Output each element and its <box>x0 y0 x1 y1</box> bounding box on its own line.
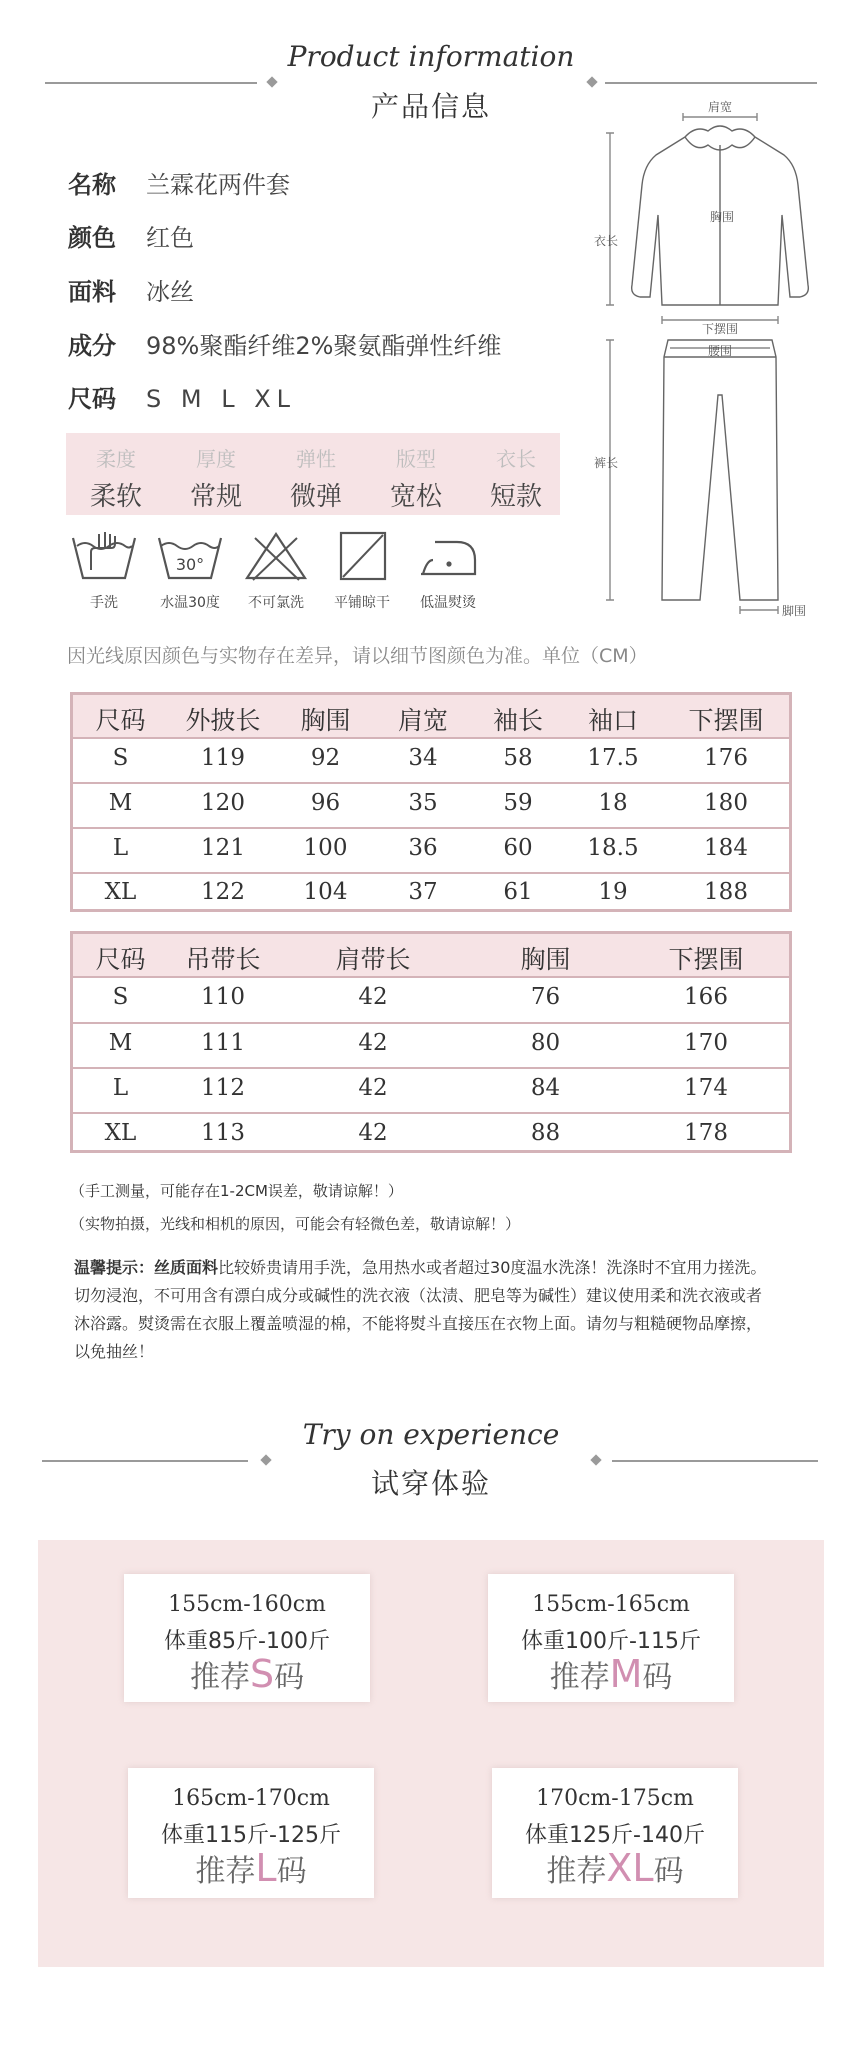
table-header-cell: 肩带长 <box>335 945 411 974</box>
table-header-cell: 胸围 <box>300 706 351 735</box>
care-tip-paragraph <box>74 1254 768 1366</box>
diagram-label-ankle: 脚围 <box>782 604 807 618</box>
try-recommend: 推荐XL码 <box>546 1846 684 1890</box>
care-label: 低温熨烫 <box>420 595 476 611</box>
feature-title: 厚度 <box>196 447 236 471</box>
diagram-label-hem: 下摆围 <box>701 322 739 336</box>
table-cell: 120 <box>201 790 245 816</box>
feature-softness <box>66 443 166 513</box>
table-cell: 84 <box>530 1075 561 1101</box>
table-header-cell: 外披长 <box>185 706 261 735</box>
care-label: 手洗 <box>90 595 118 611</box>
feature-value: 常规 <box>189 482 242 512</box>
try-height: 170cm-175cm <box>536 1786 694 1811</box>
care-low-iron <box>400 530 496 612</box>
table-cell: 19 <box>598 879 628 905</box>
try-on-script-title: Try on experience <box>302 1418 560 1451</box>
attr-value: 98%聚酯纤维2%聚氨酯弹性纤维 <box>146 332 502 360</box>
feature-band <box>66 433 560 515</box>
table-row <box>73 745 789 785</box>
low-iron-icon <box>413 530 483 582</box>
table-row <box>73 879 789 911</box>
table-header-cell: 胸围 <box>520 945 571 974</box>
header-divider-left <box>45 82 257 84</box>
header-divider-right <box>605 82 817 84</box>
table-cell: 36 <box>408 835 438 861</box>
product-info-script-title: Product information <box>287 40 575 73</box>
table-cell: 122 <box>201 879 245 905</box>
table-header-cell: 下摆围 <box>668 945 744 974</box>
attr-name-row <box>68 165 290 200</box>
feature-elasticity <box>266 443 366 513</box>
diagram-label-chest: 胸围 <box>709 210 735 224</box>
table-header-row <box>73 934 789 976</box>
diagram-label-waist: 腰围 <box>707 344 733 358</box>
attr-value: S M L XL <box>146 385 297 413</box>
table-cell: 178 <box>684 1120 728 1146</box>
feature-fit <box>366 443 466 513</box>
hand-wash-icon <box>69 530 139 582</box>
table-cell: 166 <box>684 984 728 1010</box>
table-cell: 176 <box>704 745 748 771</box>
table-cell: 170 <box>684 1030 728 1056</box>
diagram-label-shoulder: 肩宽 <box>707 100 733 114</box>
table-cell: 34 <box>408 745 438 771</box>
table-cell: 42 <box>358 1030 388 1056</box>
table-cell: 61 <box>503 879 533 905</box>
table-cell: XL <box>104 1120 137 1146</box>
table-cell: M <box>108 1030 133 1056</box>
no-bleach-icon <box>241 530 311 582</box>
table-cell: 100 <box>303 835 348 861</box>
table-header-cell: 袖长 <box>492 706 543 735</box>
table-header-cell: 尺码 <box>95 706 146 735</box>
table-cell: 110 <box>201 984 245 1010</box>
table-cell: S <box>112 745 129 771</box>
attr-value: 冰丝 <box>146 278 194 306</box>
try-recommend: 推荐M码 <box>549 1652 673 1696</box>
try-on-header <box>0 1412 862 1522</box>
flat-dry-icon <box>327 530 397 582</box>
table-cell: 37 <box>408 879 438 905</box>
try-height: 165cm-170cm <box>172 1786 330 1811</box>
feature-value: 柔软 <box>89 482 142 512</box>
table-row <box>73 790 789 830</box>
table-header-cell: 肩宽 <box>397 706 448 735</box>
try-weight: 体重125斤-140斤 <box>525 1823 705 1848</box>
attr-key: 颜色 <box>68 224 116 252</box>
feature-length <box>466 443 566 513</box>
table-cell: 42 <box>358 1075 388 1101</box>
garment-measurement-diagram <box>594 95 840 625</box>
table-cell: 188 <box>704 879 748 905</box>
try-weight: 体重100斤-115斤 <box>521 1629 701 1654</box>
tip-text: 比较娇贵请用手洗，急用热水或者超过30度温水洗涤！洗涤时不宜用力搓洗。切勿浸泡，不可用含有漂白成分或碱性的洗衣液（汰渍、肥皂等为碱性）建议使用柔和洗衣液或者沐浴露。熨烫需在衣服上覆盖喷湿的棉，不能将熨斗直接压在衣物上面。请勿与粗糙硬物品摩擦，以免抽丝！ <box>74 1258 767 1361</box>
table-cell: 121 <box>201 835 245 861</box>
care-flat-dry <box>314 530 410 612</box>
try-on-card-xl <box>492 1768 738 1898</box>
table-cell: 76 <box>530 984 561 1010</box>
try-recommend-size: M <box>609 1652 643 1696</box>
table-cell: 42 <box>358 1120 388 1146</box>
attr-value: 红色 <box>146 224 194 252</box>
try-on-card-m <box>488 1574 734 1702</box>
care-wash-30 <box>142 530 238 612</box>
table-row <box>73 984 789 1024</box>
care-label: 平铺晾干 <box>334 595 390 611</box>
feature-title: 衣长 <box>496 447 536 471</box>
table-cell: M <box>108 790 133 816</box>
try-recommend: 推荐L码 <box>195 1846 307 1890</box>
table-cell: 174 <box>684 1075 728 1101</box>
try-weight: 体重115斤-125斤 <box>161 1823 341 1848</box>
table-cell: 35 <box>408 790 438 816</box>
attr-color-row <box>68 218 194 253</box>
table-row <box>73 1120 789 1152</box>
color-deviation-note: （实物拍摄，光线和相机的原因，可能会有轻微色差，敬请谅解！） <box>70 1215 521 1233</box>
table-cell: 58 <box>503 745 533 771</box>
try-height: 155cm-165cm <box>532 1592 690 1617</box>
table-header-cell: 下摆围 <box>688 706 764 735</box>
table-cell: 88 <box>530 1120 561 1146</box>
table-cell: 111 <box>201 1030 245 1056</box>
diagram-label-length: 衣长 <box>594 234 619 248</box>
care-label: 水温30度 <box>160 595 220 611</box>
table-row <box>73 1030 789 1070</box>
feature-title: 弹性 <box>296 447 336 471</box>
size-table-outer <box>70 692 792 912</box>
table-cell: 119 <box>201 745 245 771</box>
table-cell: XL <box>104 879 137 905</box>
table-cell: 180 <box>704 790 748 816</box>
try-on-card-l <box>128 1768 374 1898</box>
table-header-cell: 尺码 <box>95 945 146 974</box>
color-unit-note: 因光线原因颜色与实物存在差异，请以细节图颜色为准。单位（CM） <box>67 645 648 667</box>
measurement-note: （手工测量，可能存在1-2CM误差，敬请谅解！） <box>70 1182 403 1200</box>
care-no-bleach <box>228 530 324 612</box>
attr-key: 成分 <box>68 332 116 360</box>
attr-composition-row <box>68 326 501 361</box>
table-cell: 80 <box>530 1030 561 1056</box>
table-cell: 60 <box>503 835 533 861</box>
table-cell: 17.5 <box>587 745 639 771</box>
feature-value: 宽松 <box>389 482 442 512</box>
try-on-card-s <box>124 1574 370 1702</box>
tip-fabric: 丝质面料 <box>154 1258 219 1277</box>
try-recommend-size: L <box>255 1846 277 1890</box>
table-cell: 184 <box>704 835 748 861</box>
feature-value: 微弹 <box>289 482 342 512</box>
table-header-cell: 袖口 <box>587 706 638 735</box>
care-label: 不可氯洗 <box>248 595 304 611</box>
wash-30-icon <box>155 530 225 582</box>
attr-fabric-row <box>68 272 194 307</box>
try-weight: 体重85斤-100斤 <box>164 1629 330 1654</box>
table-row-divider <box>73 976 789 978</box>
camisole-size-table <box>70 931 792 1153</box>
care-hand-wash <box>56 530 152 612</box>
table-cell: 42 <box>358 984 388 1010</box>
attr-value: 兰霖花两件套 <box>146 171 290 199</box>
product-info-cn-title: 产品信息 <box>370 90 491 123</box>
attr-size-row <box>68 379 296 414</box>
table-cell: 92 <box>310 745 341 771</box>
attr-key: 名称 <box>68 171 116 199</box>
feature-value: 短款 <box>489 482 542 512</box>
table-cell: 59 <box>503 790 533 816</box>
try-recommend: 推荐S码 <box>189 1652 305 1696</box>
table-cell: 112 <box>201 1075 245 1101</box>
table-cell: 96 <box>310 790 341 816</box>
attr-key: 尺码 <box>68 385 116 413</box>
feature-title: 版型 <box>396 447 436 471</box>
feature-thickness <box>166 443 266 513</box>
try-recommend-size: S <box>249 1652 275 1696</box>
table-cell: S <box>112 984 129 1010</box>
table-cell: 18.5 <box>587 835 639 861</box>
table-cell: L <box>112 835 129 861</box>
table-header-cell: 吊带长 <box>185 945 261 974</box>
attr-key: 面料 <box>68 278 116 306</box>
try-on-panel <box>38 1540 824 1967</box>
try-recommend-size: XL <box>606 1846 654 1890</box>
svg-text:30°: 30° <box>175 555 205 574</box>
table-cell: 113 <box>201 1120 245 1146</box>
table-cell: 18 <box>598 790 628 816</box>
table-row-divider <box>73 737 789 739</box>
table-row <box>73 1075 789 1115</box>
table-cell: L <box>112 1075 129 1101</box>
try-height: 155cm-160cm <box>168 1592 326 1617</box>
table-row <box>73 835 789 875</box>
tip-label: 温馨提示： <box>74 1258 155 1277</box>
try-on-cn-title: 试穿体验 <box>370 1467 491 1500</box>
feature-title: 柔度 <box>96 447 136 471</box>
diagram-label-pants-length: 裤长 <box>594 456 619 470</box>
table-header-row <box>73 695 789 737</box>
table-cell: 104 <box>303 879 348 905</box>
